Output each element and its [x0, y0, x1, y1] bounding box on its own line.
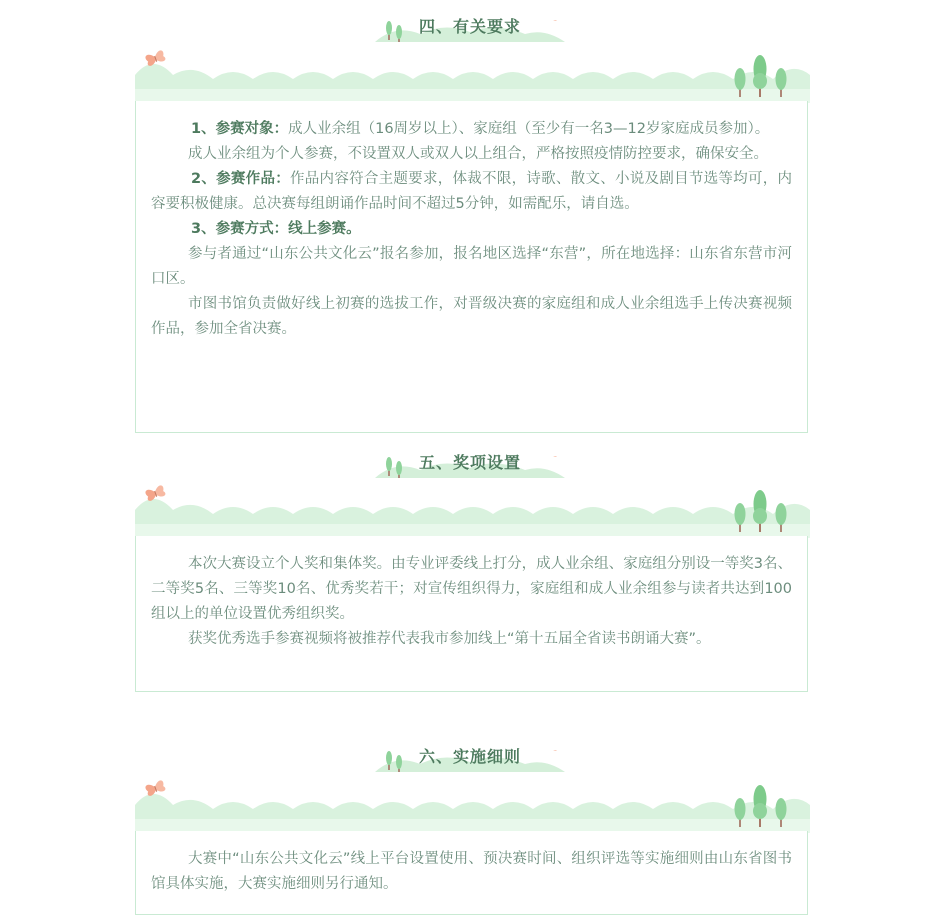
lead-text: 2、参赛作品： [191, 171, 290, 187]
paragraph [151, 292, 792, 342]
lead-text: 3、参赛方式：线上参赛。 [191, 221, 361, 237]
section-heading: 五、奖项设置 [418, 453, 521, 472]
paragraph [151, 847, 792, 897]
paragraph [151, 242, 792, 292]
paragraph [151, 552, 792, 627]
section-title-6 [0, 738, 940, 778]
hills-banner [135, 480, 810, 538]
body-text: 获奖优秀选手参赛视频将被推荐代表我市参加线上“第十五届全省读书朗诵大赛”。 [188, 631, 711, 647]
section-box-6 [135, 831, 808, 915]
body-text: 成人业余组（16周岁以上）、家庭组（至少有一名3—12岁家庭成员参加）。 [288, 121, 770, 137]
body-text: 作品内容符合主题要求，体裁不限，诗歌、散文、小说及剧目节选等均可，内容要积极健康。总决赛每组朗诵作品时间不超过5分钟，如需配乐，请自选。 [151, 171, 792, 212]
body-text: 参与者通过“山东公共文化云”报名参加，报名地区选择“东营”，所在地选择：山东省东营市河口区。 [151, 246, 792, 287]
lead-text: 1、参赛对象： [191, 121, 289, 137]
body-text: 成人业余组为个人参赛，不设置双人或双人以上组合，严格按照疫情防控要求，确保安全。 [188, 146, 768, 162]
section-box-5 [135, 536, 808, 692]
paragraph [151, 167, 792, 217]
section-heading: 四、有关要求 [418, 17, 521, 36]
section-box-4 [135, 101, 808, 433]
hills-banner [135, 775, 810, 833]
paragraph [151, 627, 792, 652]
paragraph [151, 117, 792, 142]
hills-banner [135, 45, 810, 103]
section-heading: 六、实施细则 [418, 747, 521, 766]
body-text: 市图书馆负责做好线上初赛的选拔工作，对晋级决赛的家庭组和成人业余组选手上传决赛视频作品，参加全省决赛。 [151, 296, 792, 337]
body-text: 本次大赛设立个人奖和集体奖。由专业评委线上打分，成人业余组、家庭组分别设一等奖3名、二等奖5名、三等奖10名、优秀奖若干；对宣传组织得力，家庭组和成人业余组参与读者共达到100组以上的单位设置优秀组织奖。 [151, 556, 792, 622]
section-title-5 [0, 444, 940, 484]
body-text: 大赛中“山东公共文化云”线上平台设置使用、预决赛时间、组织评选等实施细则由山东省图书馆具体实施，大赛实施细则另行通知。 [151, 851, 792, 892]
section-title-4 [0, 8, 940, 48]
paragraph [151, 217, 792, 242]
paragraph [151, 142, 792, 167]
